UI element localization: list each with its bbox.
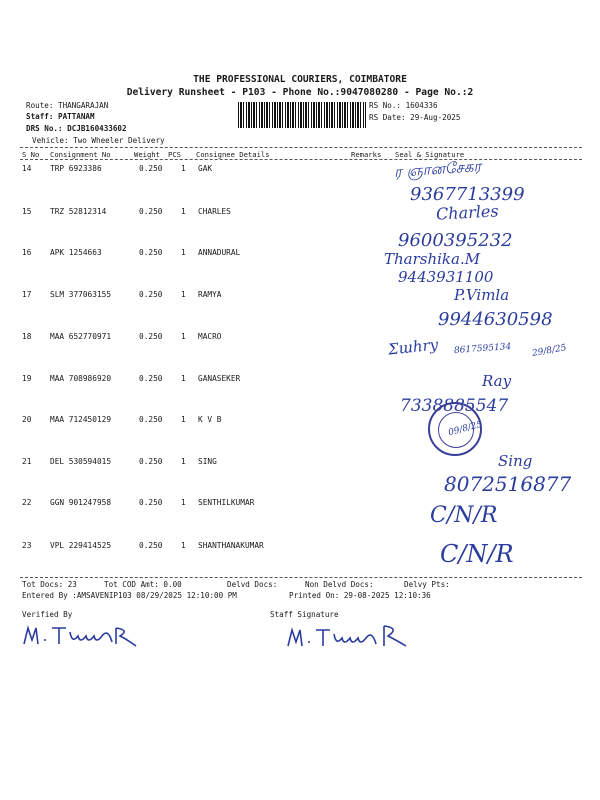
row-weight: 0.250 [139,290,163,299]
row-consignee: GAK [198,164,213,173]
row-consignee: ANNADURAL [198,248,241,257]
non-delivered-docs: Non Delvd Docs: [305,580,374,589]
route-label: Route: THANGARAJAN [26,101,109,110]
footer-divider [20,577,582,578]
row-pcs: 1 [181,164,186,173]
row-weight: 0.250 [139,332,163,341]
printed-on: Printed On: 29-08-2025 12:10:36 [289,591,431,600]
row-pcs: 1 [181,457,186,466]
handwritten-phone: 9944630598 [438,309,553,330]
vehicle-label: Vehicle: Two Wheeler Delivery [32,136,165,145]
row-weight: 0.250 [139,415,163,424]
col-consignment: Consignment No [50,150,111,159]
row-consignment: VPL 229414525 [50,541,112,550]
handwritten-cnr: C/N/R [430,503,498,528]
verified-by-label: Verified By [22,610,73,619]
row-consignment: SLM 377063155 [50,290,112,299]
col-consignee: Consignee Details [196,150,270,159]
delivered-docs: Delvd Docs: [227,580,278,589]
staff-signature [284,622,424,652]
handwritten-name: Charles [435,201,499,224]
row-pcs: 1 [181,498,186,507]
row-consignment: TRP 6923386 [50,164,102,173]
row-consignee: SING [198,457,217,466]
row-sno: 17 [22,290,32,299]
row-weight: 0.250 [139,207,163,216]
row-sno: 20 [22,415,32,424]
row-consignment: GGN 901247958 [50,498,112,507]
drs-number: DRS No.: DCJB160433602 [26,124,127,133]
staff-label: Staff: PATTANAM [26,112,95,121]
handwritten-name: Sing [498,452,533,470]
handwritten-tamil-signature: ர ஞானசேகர [393,156,482,182]
row-pcs: 1 [181,374,186,383]
row-weight: 0.250 [139,541,163,550]
row-weight: 0.250 [139,374,163,383]
handwritten-cnr: C/N/R [440,540,514,568]
handwritten-phone: 8617595134 [453,342,512,356]
row-sno: 15 [22,207,32,216]
row-sno: 23 [22,541,32,550]
row-consignee: GANASEKER [198,374,241,383]
handwritten-phone: 9367713399 [410,184,525,205]
row-pcs: 1 [181,332,186,341]
header-divider-top [20,147,582,148]
row-consignment: DEL 530594015 [50,457,112,466]
row-consignment: MAA 708986920 [50,374,112,383]
row-pcs: 1 [181,415,186,424]
delivery-points: Delvy Pts: [404,580,450,589]
rs-number: RS No.: 1604336 [369,101,438,110]
handwritten-signature: Ray [482,372,512,390]
row-pcs: 1 [181,207,186,216]
row-sno: 22 [22,498,32,507]
row-consignee: MACRO [198,332,222,341]
row-weight: 0.250 [139,248,163,257]
row-weight: 0.250 [139,164,163,173]
handwritten-date: 29/8/25 [531,343,568,359]
handwritten-phone: 9600395232 [398,230,513,251]
handwritten-phone: 9443931100 [398,268,494,286]
barcode-image [238,102,366,128]
row-consignment: APK 1254663 [50,248,102,257]
company-title: THE PROFESSIONAL COURIERS, COIMBATORE [193,74,407,85]
row-pcs: 1 [181,248,186,257]
total-cod: Tot COD Amt: 0.00 [104,580,182,589]
handwritten-signature: Ʃɯhry [387,335,439,359]
handwritten-name: Tharshika.M [384,250,481,268]
col-remarks: Remarks [351,150,382,159]
handwritten-phone: 8072516877 [444,472,572,496]
row-sno: 21 [22,457,32,466]
row-weight: 0.250 [139,457,163,466]
col-seal: Seal & Signature [395,150,465,159]
rs-date: RS Date: 29-Aug-2025 [369,113,461,122]
row-consignment: TRZ 52812314 [50,207,107,216]
total-docs: Tot Docs: 23 [22,580,77,589]
row-consignee: SENTHILKUMAR [198,498,255,507]
runsheet-subtitle: Delivery Runsheet - P103 - Phone No.:9047080280 - Page No.:2 [126,87,474,98]
row-sno: 14 [22,164,32,173]
row-pcs: 1 [181,290,186,299]
row-weight: 0.250 [139,498,163,507]
verifier-signature [20,622,160,652]
row-pcs: 1 [181,541,186,550]
row-consignee: K V B [198,415,222,424]
handwritten-name: P.Vimla [454,286,510,304]
stamp-date: 09/8/25 [447,419,484,439]
row-sno: 19 [22,374,32,383]
header-divider-bottom [20,159,582,160]
row-sno: 16 [22,248,32,257]
row-consignee: SHANTHANAKUMAR [198,541,264,550]
col-weight: Weight [134,150,160,159]
staff-signature-label: Staff Signature [270,610,339,619]
row-consignment: MAA 652770971 [50,332,112,341]
row-consignee: CHARLES [198,207,231,216]
entered-by: Entered By :AMSAVENIP103 08/29/2025 12:10:00 PM [22,591,237,600]
row-consignee: RAMYA [198,290,222,299]
row-sno: 18 [22,332,32,341]
row-consignment: MAA 712450129 [50,415,112,424]
col-pcs: PCS [168,150,181,159]
handwritten-phone: 7338885547 [400,396,509,416]
col-sno: S No [22,150,40,159]
